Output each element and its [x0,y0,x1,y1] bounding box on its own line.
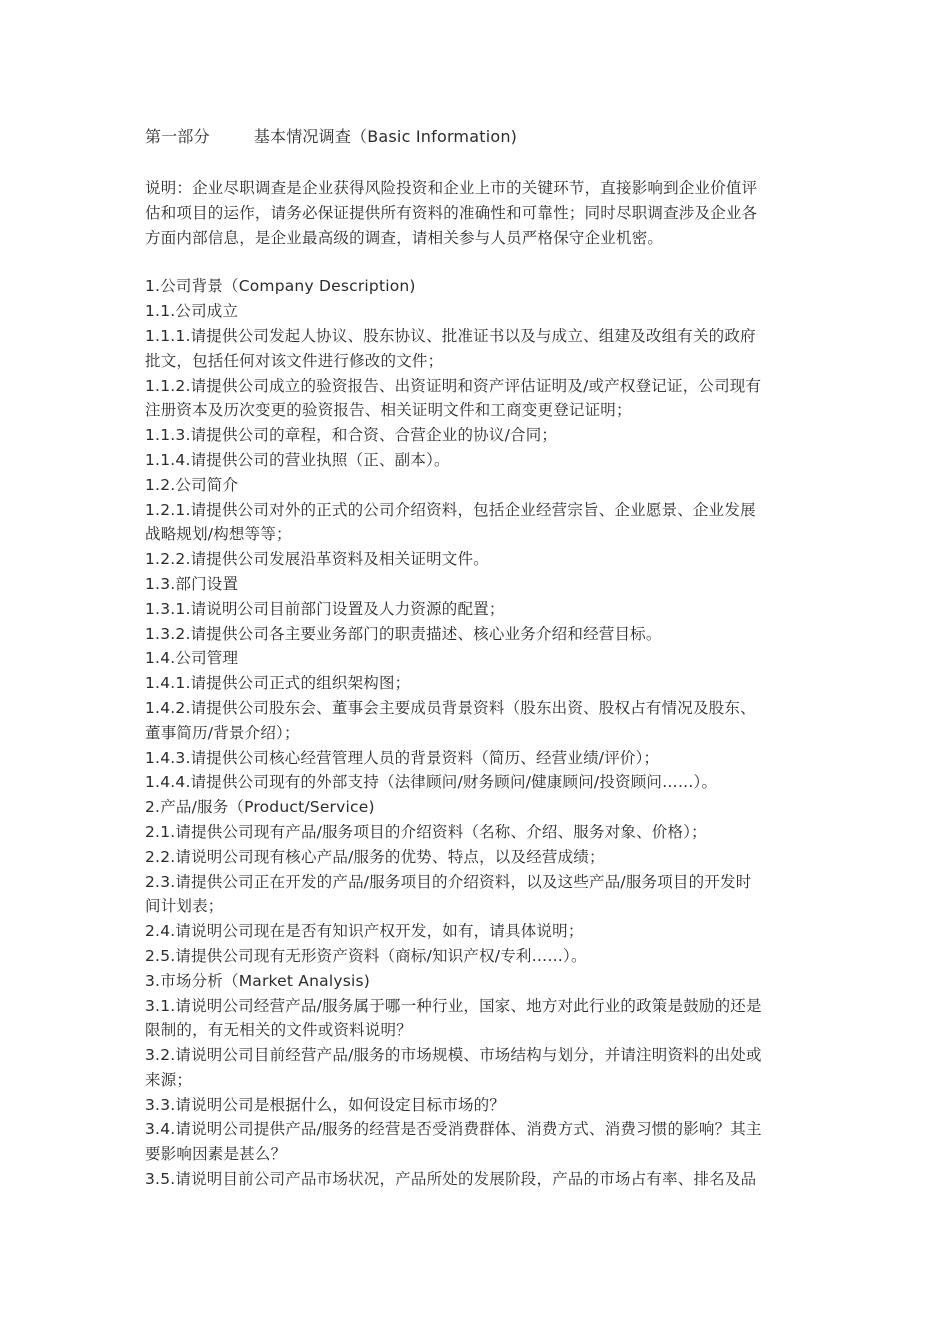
text-line: 限制的，有无相关的文件或资料说明？ [145,1021,412,1040]
heading-product-service: 2.产品/服务（Product/Service) [145,798,375,817]
text-line: 注册资本及历次变更的验资报告、相关证明文件和工商变更登记证明； [145,401,632,420]
text-line: 批文，包括任何对该文件进行修改的文件； [145,351,444,370]
text-line: 3.3.请说明公司是根据什么，如何设定目标市场的？ [145,1095,506,1114]
subheading-departments: 1.3.部门设置 [145,574,239,593]
body-text [145,274,807,1191]
text-line: 1.3.2.请提供公司各主要业务部门的职责描述、核心业务介绍和经营目标。 [145,624,662,643]
text-line: 董事简历/背景介绍）； [145,723,300,742]
text-line: 1.4.1.请提供公司正式的组织架构图； [145,674,411,693]
intro-line: 估和项目的运作，请务必保证提供所有资料的准确性和可靠性；同时尽职调查涉及企业各 [145,203,758,222]
text-line: 1.1.4.请提供公司的营业执照（正、副本）。 [145,450,450,469]
text-line: 3.1.请说明公司经营产品/服务属于哪一种行业，国家、地方对此行业的政策是鼓励的还是 [145,996,762,1015]
text-line: 3.2.请说明公司目前经营产品/服务的市场规模、市场结构与划分，并请注明资料的出处或 [145,1046,762,1065]
text-line: 1.2.2.请提供公司发展沿革资料及相关证明文件。 [145,550,489,569]
intro-line: 方面内部信息，是企业最高级的调查，请相关参与人员严格保守企业机密。 [145,228,664,247]
document-page [145,124,807,1192]
text-line: 1.3.1.请说明公司目前部门设置及人力资源的配置； [145,599,505,618]
heading-company-description: 1.公司背景（Company Description) [145,277,416,296]
text-line: 要影响因素是甚么？ [145,1145,287,1164]
text-line: 2.4.请说明公司现在是否有知识产权开发，如有，请具体说明； [145,922,584,941]
text-line: 1.1.3.请提供公司的章程，和合资、合营企业的协议/合同； [145,426,558,445]
text-line: 1.2.1.请提供公司对外的正式的公司介绍资料，包括企业经营宗旨、企业愿景、企业发展 [145,500,756,519]
intro-line: 说明：企业尽职调查是企业获得风险投资和企业上市的关键环节，直接影响到企业价值评 [145,179,758,197]
text-line: 1.4.4.请提供公司现有的外部支持（法律顾问/财务顾问/健康顾问/投资顾问……）。 [145,773,718,792]
text-line: 间计划表； [145,897,224,916]
heading-market-analysis: 3.市场分析（Market Analysis) [145,971,371,990]
subheading-company-profile: 1.2.公司简介 [145,475,239,494]
section-title-text: 基本情况调查（Basic Information) [253,127,518,146]
text-line: 2.3.请提供公司正在开发的产品/服务项目的介绍资料，以及这些产品/服务项目的开发时 [145,872,752,891]
section-part-label: 第一部分 [145,127,210,146]
text-line: 1.4.2.请提供公司股东会、董事会主要成员背景资料（股东出资、股权占有情况及股东、 [145,698,756,717]
text-line: 1.4.3.请提供公司核心经营管理人员的背景资料（简历、经营业绩/评价）； [145,748,660,767]
text-line: 2.2.请说明公司现有核心产品/服务的优势、特点，以及经营成绩； [145,847,605,866]
text-line: 3.5.请说明目前公司产品市场状况，产品所处的发展阶段，产品的市场占有率、排名及品 [145,1170,757,1189]
text-line: 2.1.请提供公司现有产品/服务项目的介绍资料（名称、介绍、服务对象、价格）； [145,822,707,841]
text-line: 来源； [145,1070,193,1089]
text-line: 1.1.1.请提供公司发起人协议、股东协议、批准证书以及与成立、组建及改组有关的政府 [145,326,756,345]
subheading-company-establishment: 1.1.公司成立 [145,302,239,321]
subheading-management: 1.4.公司管理 [145,649,239,668]
text-line: 2.5.请提供公司现有无形资产资料（商标/知识产权/专利……）。 [145,946,587,965]
section-title [145,124,807,150]
text-line: 1.1.2.请提供公司成立的验资报告、出资证明和资产评估证明及/或产权登记证，公司现有 [145,376,762,395]
intro-paragraph [145,176,807,250]
text-line: 3.4.请说明公司提供产品/服务的经营是否受消费群体、消费方式、消费习惯的影响？其主 [145,1120,762,1139]
text-line: 战略规划/构想等等； [145,525,292,544]
